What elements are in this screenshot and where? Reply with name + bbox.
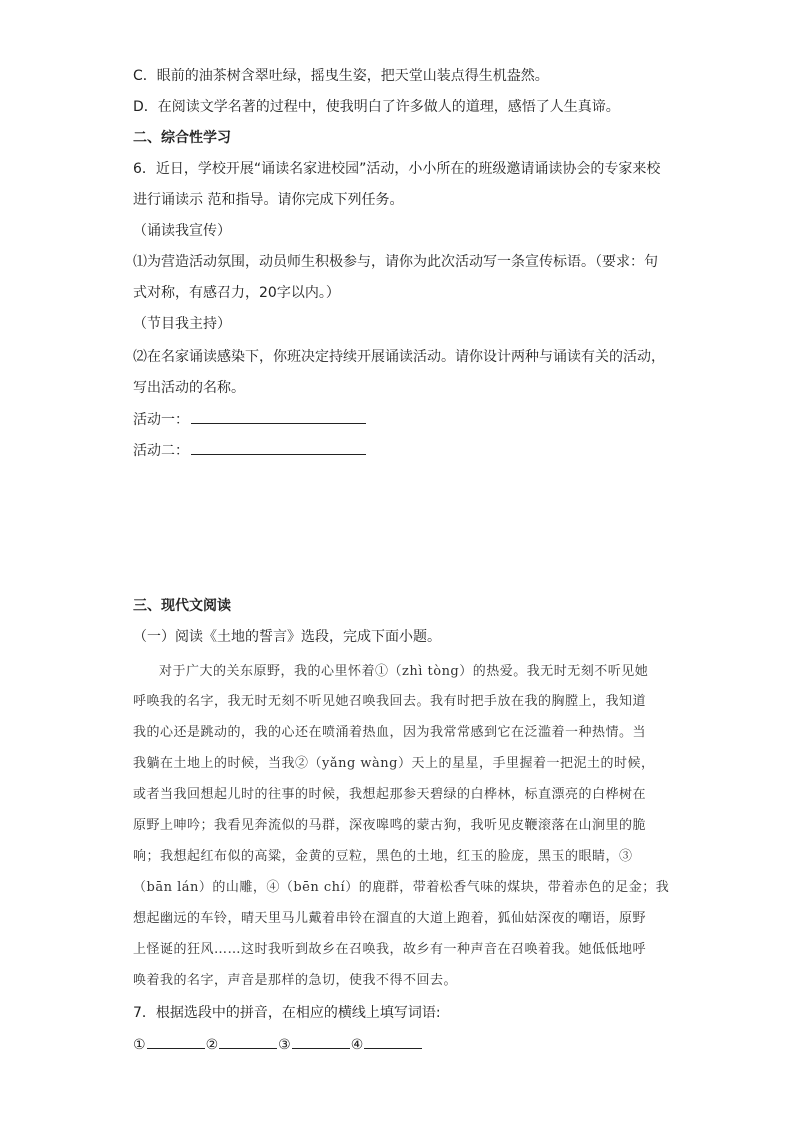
task-2-title: （节目我主持） — [133, 316, 231, 332]
passage-line: 对于广大的关东原野，我的心里怀着①（zhì tòng）的热爱。我无时无刻不听见她 — [159, 664, 649, 679]
marker-1: ① — [133, 1037, 146, 1053]
option-c: C．眼前的油茶树含翠吐绿，摇曳生姿，把天堂山装点得生机盎然。 — [133, 68, 549, 84]
fill-blank-1[interactable] — [147, 1034, 205, 1049]
marker-4: ④ — [350, 1037, 364, 1053]
passage-line: 我的心还是跳动的，我的心还在喷涌着热血，因为我常常感到它在泛滥着一种热情。当 — [133, 725, 647, 740]
activity-2-row — [133, 440, 366, 461]
question-7: 7．根据选段中的拼音，在相应的横线上填写词语: — [133, 1005, 441, 1021]
section-heading-modern-reading: 三、现代文阅读 — [133, 598, 231, 614]
fill-blank-row — [133, 1034, 423, 1055]
marker-2: ② — [205, 1037, 219, 1053]
task-1-line-1: ⑴为营造活动氛围，动员师生积极参与，请你为此次活动写一条宣传标语。（要求：句 — [133, 254, 658, 270]
task-1-title: （诵读我宣传） — [133, 223, 231, 239]
marker-3: ③ — [278, 1037, 291, 1053]
task-2-line-2: 写出活动的名称。 — [133, 380, 245, 396]
task-2-line-1: ⑵在名家诵读感染下，你班决定持续开展诵读活动。请你设计两种与诵读有关的活动， — [133, 349, 665, 365]
activity-2-label: 活动二： — [133, 443, 189, 459]
passage-line: 呼唤我的名字，我无时无刻不听见她召唤我回去。我有时把手放在我的胸膛上，我知道 — [133, 694, 647, 709]
passage-line: 唤着我的名字，声音是那样的急切，使我不得不回去。 — [133, 973, 458, 988]
fill-blank-3[interactable] — [292, 1034, 350, 1049]
passage-line: 想起幽远的车铃，晴天里马儿戴着串铃在溜直的大道上跑着，狐仙姑深夜的嘲语，原野 — [133, 911, 647, 926]
section-heading-comprehensive: 二、综合性学习 — [133, 130, 231, 146]
passage-line: 原野上呻吟；我看见奔流似的马群，深夜嗥鸣的蒙古狗，我听见皮鞭滚落在山涧里的脆 — [133, 818, 647, 833]
passage-line: 我躺在土地上的时候，当我②（yǎng wàng）天上的星星，手里握着一把泥土的时候， — [133, 756, 655, 771]
activity-1-label: 活动一： — [133, 412, 189, 428]
question-6-line-2: 进行诵读示 范和指导。请你完成下列任务。 — [133, 192, 404, 208]
passage-line: 响；我想起红布似的高粱，金黄的豆粒，黑色的土地，红玉的脸庞，黑玉的眼睛，③ — [133, 849, 633, 864]
passage-line: 上怪诞的狂风……这时我听到故乡在召唤我，故乡有一种声音在召唤着我。她低低地呼 — [133, 942, 647, 957]
activity-2-blank[interactable] — [191, 440, 366, 455]
reading-sub-heading: （一）阅读《土地的誓言》选段，完成下面小题。 — [133, 629, 441, 645]
task-1-line-2: 式对称，有感召力，20字以内。） — [133, 285, 340, 301]
fill-blank-2[interactable] — [219, 1034, 277, 1049]
activity-1-row — [133, 409, 366, 430]
passage-line: 或者当我回想起儿时的往事的时候，我想起那参天碧绿的白桦林，标直漂亮的白桦树在 — [133, 787, 647, 802]
question-6-line-1: 6．近日，学校开展“诵读名家进校园”活动，小小所在的班级邀请诵读协会的专家来校 — [133, 161, 661, 177]
passage-line: （bān lán）的山雕，④（bēn chí）的鹿群，带着松香气味的煤块，带着赤色的足金；我 — [133, 880, 670, 895]
option-d: D．在阅读文学名著的过程中，使我明白了许多做人的道理，感悟了人生真谛。 — [133, 99, 620, 115]
fill-blank-4[interactable] — [364, 1034, 422, 1049]
activity-1-blank[interactable] — [191, 409, 366, 424]
